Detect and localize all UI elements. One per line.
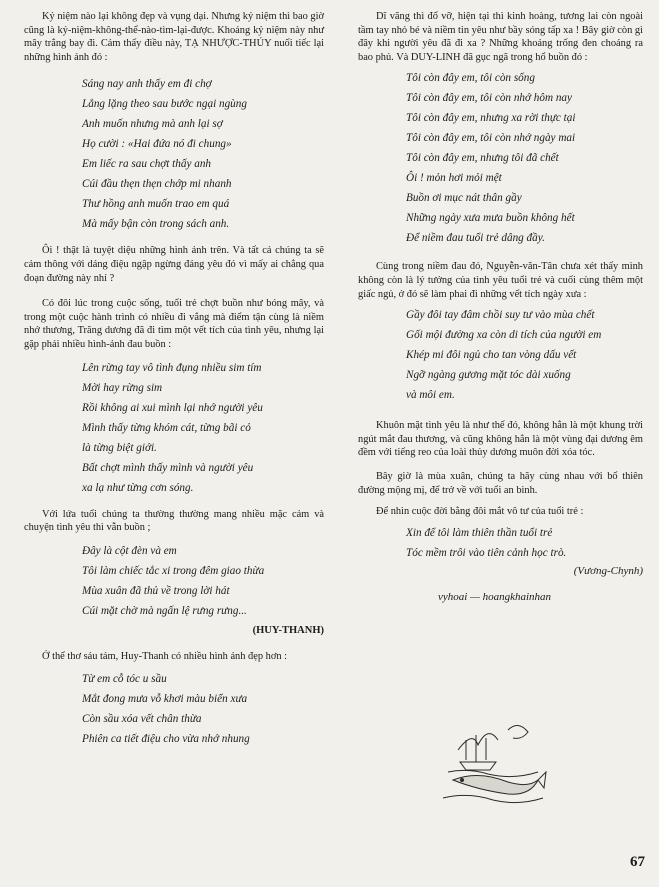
verse-line: Mắt đong mưa vỗ khơi màu biển xưa <box>82 693 248 706</box>
signature-vuong-chynh: (Vương-Chynh) <box>573 564 643 577</box>
verse-line: Gầy đôi tay đâm chồi suy tư vào mùa chết <box>406 309 595 322</box>
verse-line: Tôi còn đây em, tôi còn nhớ ngày mai <box>406 132 576 145</box>
verse-block-1 <box>24 74 324 234</box>
right-paragraph-4: Bây giờ là mùa xuân, chúng ta hãy cùng nhau với bố thiên đường mộng mị, để trở về với tuổi an bình. <box>358 470 643 496</box>
illustrator-credit: vyhoai — hoangkhainhan <box>438 590 552 603</box>
fish-and-ship-sketch-icon <box>438 710 548 810</box>
verse-line: Xin để tôi làm thiên thần tuổi trẻ <box>406 526 553 539</box>
verse-line: Ngỡ ngàng gương mặt tóc dài xuống <box>406 369 571 382</box>
verse-line: Mình thấy từng khóm cát, từng bãi cỏ <box>82 421 251 434</box>
left-paragraph-5: Ở thể thơ sáu tám, Huy-Thanh có nhiều hình ảnh đẹp hơn : <box>42 650 288 662</box>
verse-line: Tôi còn đây em, nhưng tôi đã chết <box>406 152 559 165</box>
verse-line: Phiên ca tiết điệu cho vừa nhớ nhung <box>82 733 250 746</box>
right-paragraph-1: Dĩ vãng thì đổ vỡ, hiện tại thì kinh hoàng, tương lai còn ngoài tầm tay nhỏ bé và niềm tin yêu như bầy sóng tấp xa ! Bây giờ còn gì đây khi người yêu đã đi xa ? Những khoảng trống đen choáng ra bao phủ. Và DUY-LINH đã gục ngã trong hổ buồn đó : <box>358 11 643 63</box>
verse-line: Tôi còn đây em, nhưng xa rời thực tại <box>406 112 576 125</box>
left-paragraph-1: Kỷ niệm nào lại không đẹp và vụng dại. Nhưng kỷ niệm thì bao giờ cũng là kỷ-niệm-không-thể-nào-tìm-lại-được. Khoảng kỷ niệm này như mây trắng bay đi. Cảm thấy điều này, TẠ NHƯỢC-THỦY nuối tiếc lại những hình ảnh đó : <box>24 11 324 63</box>
verse-block-3 <box>24 541 324 621</box>
left-paragraph-4: Với lứa tuổi chúng ta thường thường mang nhiều mặc cảm và chuyện tình yêu thì vẫn buồn ; <box>24 508 324 534</box>
verse-line: Tôi làm chiếc tắc xi trong đêm giao thừa <box>82 564 265 577</box>
verse-line: Tôi còn đây em, tôi còn nhớ hôm nay <box>406 92 572 105</box>
verse-line: Anh muốn nhưng mà anh lại sợ <box>82 118 223 131</box>
verse-line: Bất chợt mình thấy mình và người yêu <box>82 461 254 474</box>
left-paragraph-3: Có đôi lúc trong cuộc sống, tuổi trẻ chợt buồn như bóng mây, và trong một cuộc hành trình có nhiều đi vắng mà điểm tận cùng là niềm nhớ thương, Trăng dương đã đi tìm một vết tích của tình yêu, nhưng lại gặp phải nhiều hình-ảnh đau buồn : <box>24 298 324 350</box>
verse-line: Họ cười : «Hai đứa nó đi chung» <box>82 138 232 151</box>
verse-line: Để niềm đau tuổi trẻ dâng đầy. <box>406 232 545 245</box>
signature-huy-thanh: (HUY-THANH) <box>252 624 324 636</box>
left-paragraph-2: Ôi ! thật là tuyệt diệu những hình ảnh trên. Và tất cả chúng ta sẽ cảm thông với dáng điệu ngập ngừng đáng yêu đó vì mấy ai chẳng qua đoạn đường này nhỉ ? <box>24 245 324 284</box>
verse-line: Rồi không ai xui mình lại nhớ người yêu <box>82 401 263 414</box>
right-paragraph-3: Khuôn mặt tình yêu là như thế đó, không hẳn là một khung trời ngút mắt đau thương, và cũng không hẳn là một vùng đại dương êm đềm với tiếng reo của loài thủy dương muôn đời xóa tóc. <box>358 420 643 459</box>
verse-block-7 <box>358 523 643 563</box>
verse-line: Lẳng lặng theo sau bước ngại ngùng <box>82 98 247 111</box>
verse-line: xa lạ như từng cơn sóng. <box>82 481 194 494</box>
verse-line: và môi em. <box>406 389 455 402</box>
verse-line: Ôi ! mỏn hơi mỏi mệt <box>406 172 502 185</box>
right-paragraph-5: Để nhìn cuộc đời bằng đôi mắt vô tư của tuổi trẻ : <box>376 506 584 518</box>
verse-line: Mà mấy bận còn trong sách anh. <box>82 218 230 231</box>
verse-block-6 <box>358 305 643 405</box>
verse-line: Lên rừng tay vô tình đụng nhiều sim tím <box>82 361 262 374</box>
verse-line: Khép mi đôi ngủ cho tan vòng dấu vết <box>406 349 577 362</box>
verse-line: Sáng nay anh thấy em đi chợ <box>82 78 212 91</box>
verse-line: Còn sầu xóa vết chân thừa <box>82 713 202 726</box>
verse-block-2 <box>24 358 324 498</box>
right-paragraph-2: Cùng trong niềm đau đó, Nguyễn-văn-Tân chưa xét thấy mình không còn là lý tưởng của tình yêu tuổi trẻ và cuối cùng thêm một giấc ngủ, ở đó sẽ làm phai đi những vết tích ngày xưa : <box>358 261 643 300</box>
verse-line: Những ngày xưa mưa buồn không hết <box>406 212 575 225</box>
verse-block-5 <box>358 68 643 248</box>
verse-line: Tóc mềm trôi vào tiên cảnh học trò. <box>406 546 567 559</box>
verse-line: Mời hay rừng sim <box>82 381 163 394</box>
verse-block-4 <box>24 669 324 749</box>
left-column <box>24 10 324 749</box>
verse-line: Buồn ơi mục nát thân gầy <box>406 192 522 205</box>
verse-line: Cúi mặt chờ mà ngấn lệ rưng rưng... <box>82 604 247 617</box>
verse-line: Cúi đầu thẹn thẹn chớp mi nhanh <box>82 178 232 191</box>
verse-line: Mùa xuân đã thủ về trong lời hát <box>82 584 230 597</box>
verse-line: Đây là cột đèn và em <box>82 544 177 557</box>
right-column <box>358 10 643 603</box>
verse-line: là từng biệt giới. <box>82 441 157 454</box>
verse-line: Từ em cỗ tóc u sầu <box>82 673 167 686</box>
verse-line: Tôi còn đây em, tôi còn sống <box>406 72 535 85</box>
verse-line: Thư hồng anh muốn trao em quá <box>82 198 230 211</box>
verse-line: Gối mội đường xa còn di tích của người em <box>406 329 602 342</box>
page-number: 67 <box>630 854 645 870</box>
verse-line: Em liếc ra sau chợt thấy anh <box>82 158 212 171</box>
